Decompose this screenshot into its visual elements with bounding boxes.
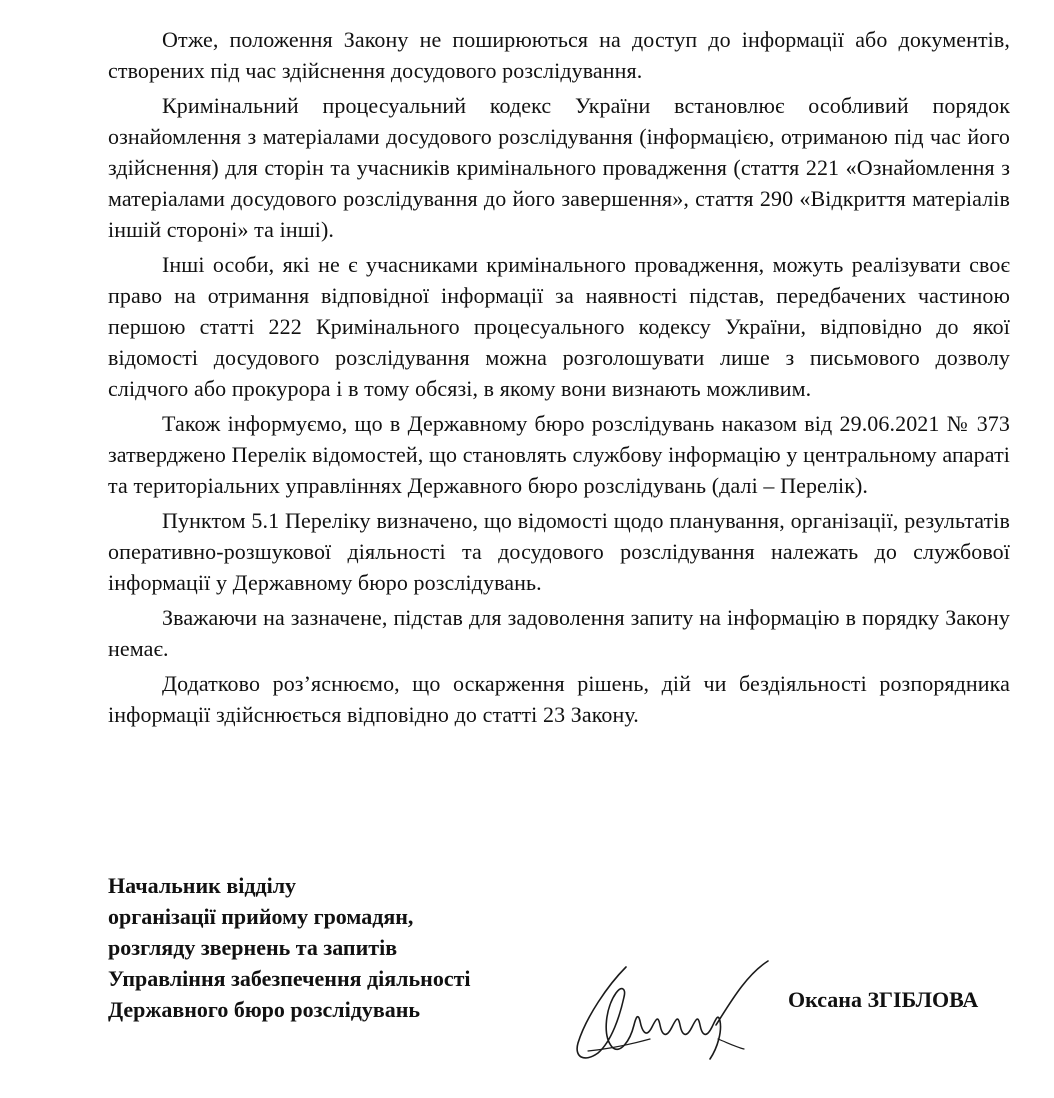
- paragraph-clause-5-1: Пунктом 5.1 Переліку визначено, що відомості щодо планування, організації, результатів оперативно-розшукової діяльності та досудового розслідування належать до службової інформації у Державному бюро розслідувань.: [108, 508, 1010, 595]
- paragraph-other-persons: Інші особи, які не є учасниками кримінального провадження, можуть реалізувати своє право на отримання відповідної інформації за наявності підстав, передбачених частиною першою статті 222 Кримінального процесуального кодексу України, відповідно до якої відомості досудового розслідування можна розголошувати лише з письмового дозволу слідчого або прокурора і в тому обсязі, в якому вони визнають можливим.: [108, 252, 1010, 401]
- paragraph-appeal-note: Додатково роз’яснюємо, що оскарження рішень, дій чи бездіяльності розпорядника інформації здійснюється відповідно до статті 23 Закону.: [108, 671, 1010, 727]
- paragraph-order-info: Також інформуємо, що в Державному бюро розслідувань наказом від 29.06.2021 № 373 затверджено Перелік відомостей, що становлять службову інформацію у центральному апараті та територіальних управліннях Державного бюро розслідувань (далі – Перелік).: [108, 411, 1010, 498]
- letter-body: [108, 24, 1010, 734]
- position-line: розгляду звернень та запитів: [108, 935, 398, 960]
- paragraph-criminal-code: Кримінальний процесуальний кодекс України встановлює особливий порядок ознайомлення з матеріалами досудового розслідування (інформацією, отриманою під час його здійснення) для сторін та учасників кримінального провадження (стаття 221 «Ознайомлення з матеріалами досудового розслідування до його завершення», стаття 290 «Відкриття матеріалів іншій стороні» та інші).: [108, 93, 1010, 242]
- position-line: організації прийому громадян,: [108, 904, 414, 929]
- paragraph-law-scope: Отже, положення Закону не поширюються на доступ до інформації або документів, створених під час здійснення досудового розслідування.: [108, 27, 1010, 83]
- paragraph-conclusion: Зважаючи на зазначене, підстав для задоволення запиту на інформацію в порядку Закону немає.: [108, 605, 1010, 661]
- position-line: Начальник відділу: [108, 873, 297, 898]
- signatory-position: [108, 870, 628, 1025]
- handwritten-signature: [568, 955, 778, 1070]
- position-line: Державного бюро розслідувань: [108, 997, 421, 1022]
- position-line: Управління забезпечення діяльності: [108, 966, 471, 991]
- signer-name: Оксана ЗГІБЛОВА: [788, 987, 979, 1012]
